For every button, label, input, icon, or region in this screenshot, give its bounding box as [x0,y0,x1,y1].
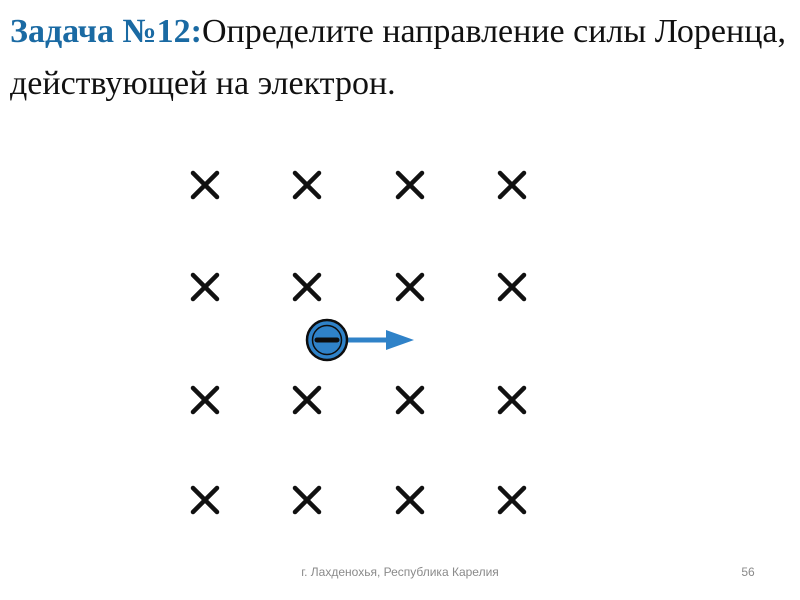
task-question: Определите направление силы Лоренца, действующей на электрон. [10,13,786,102]
field-cross-icon [398,488,422,512]
field-cross-icon [295,388,319,412]
field-cross-icon [193,275,217,299]
field-cross-icon [500,388,524,412]
field-cross-icon [193,388,217,412]
velocity-arrow-icon [346,330,414,350]
electron-icon [307,320,347,360]
field-cross-icon [295,275,319,299]
field-cross-icon [193,173,217,197]
field-cross-icon [295,488,319,512]
field-cross-icon [500,173,524,197]
field-cross-icon [398,173,422,197]
field-cross-icon [398,388,422,412]
field-cross-icon [398,275,422,299]
field-cross-icon [295,173,319,197]
field-cross-icon [500,488,524,512]
footer-location: г. Лахденохья, Республика Карелия [301,565,499,579]
task-label: Задача №12: [10,13,202,50]
page-number: 56 [741,565,755,579]
field-cross-icon [193,488,217,512]
field-cross-icon [500,275,524,299]
